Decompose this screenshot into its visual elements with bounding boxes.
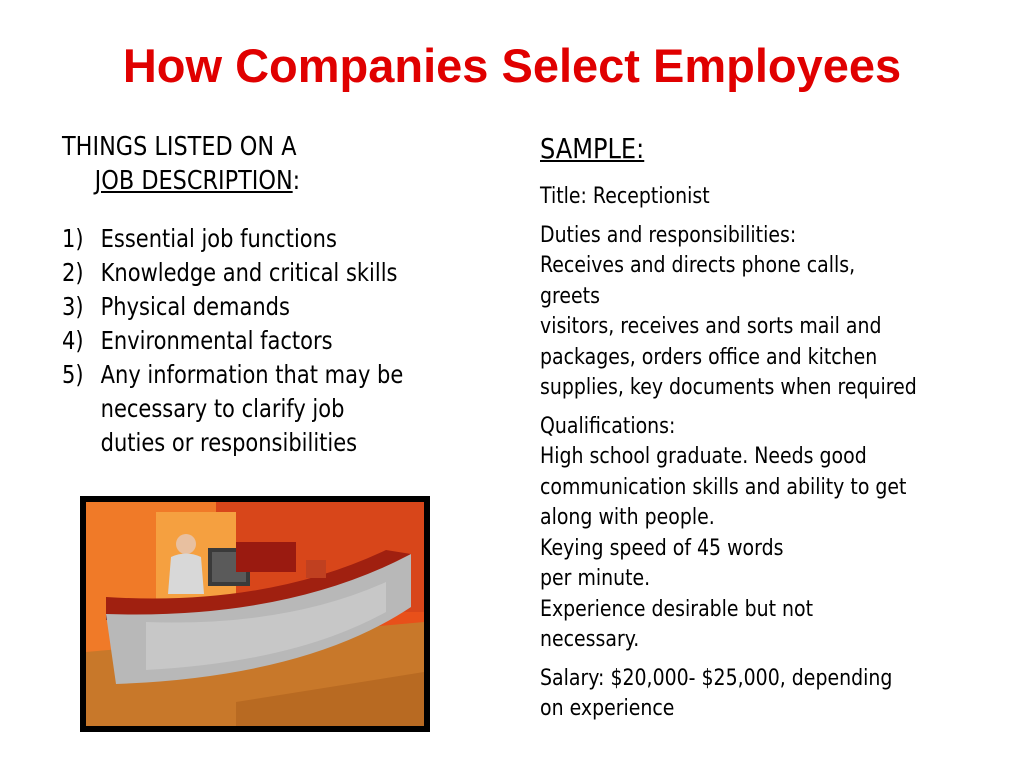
text-line: supplies, key documents when required [540, 375, 917, 400]
text-line: along with people. [540, 505, 715, 530]
list-item [62, 256, 457, 290]
list-item-text: Environmental factors [100, 326, 333, 355]
list-item-text: Essential job functions [100, 224, 337, 253]
heading-colon: : [292, 166, 301, 196]
list-number: 2) [62, 258, 84, 287]
list-item [62, 290, 457, 324]
list-item [62, 222, 457, 256]
text-line: packages, orders office and kitchen [540, 344, 878, 370]
salary-block [540, 664, 1004, 725]
text-line: Experience desirable but not [540, 596, 814, 622]
qualifications-block [540, 412, 1004, 656]
left-heading [62, 130, 423, 198]
text-line: on experience [540, 696, 675, 721]
text-line: Keying speed of 45 words [540, 535, 784, 561]
list-number: 3) [62, 292, 84, 321]
text-line: Receives and directs phone calls, [540, 253, 856, 278]
list-item-text: Knowledge and critical skills [100, 258, 398, 287]
text-line: communication skills and ability to get [540, 474, 907, 500]
left-heading-line1: THINGS LISTED ON A [62, 132, 297, 162]
receptionist-photo [80, 496, 430, 732]
job-description-list [62, 222, 457, 460]
list-item [62, 324, 457, 358]
job-title [540, 182, 1004, 213]
list-number: 1) [62, 224, 84, 253]
sample-heading: SAMPLE: [540, 132, 645, 165]
text-line: Qualifications: [540, 413, 676, 439]
reception-desk-image [86, 502, 424, 726]
duties-block [540, 221, 1004, 404]
sample-panel [540, 130, 1004, 733]
list-item-text: Physical demands [100, 292, 290, 321]
list-item-text: necessary to clarify job [100, 394, 345, 423]
text-line: Duties and responsibilities: [540, 222, 797, 248]
list-item-text: duties or responsibilities [100, 428, 358, 457]
list-number: 4) [62, 326, 84, 355]
job-description-label: JOB DESCRIPTION [94, 166, 293, 196]
list-number: 5) [62, 360, 84, 389]
text-line: greets [540, 283, 600, 309]
text-line: per minute. [540, 566, 651, 591]
text-line: visitors, receives and sorts mail and [540, 314, 882, 339]
text-line: Salary: $20,000- $25,000, depending [540, 665, 893, 691]
slide-title: How Companies Select Employees [122, 39, 902, 92]
text-line: necessary. [540, 627, 640, 652]
list-item-text: Any information that may be [100, 360, 404, 389]
left-heading-line2 [62, 164, 423, 198]
text-line: High school graduate. Needs good [540, 444, 867, 469]
job-title-line: Title: Receptionist [540, 184, 710, 209]
list-item [62, 358, 457, 460]
